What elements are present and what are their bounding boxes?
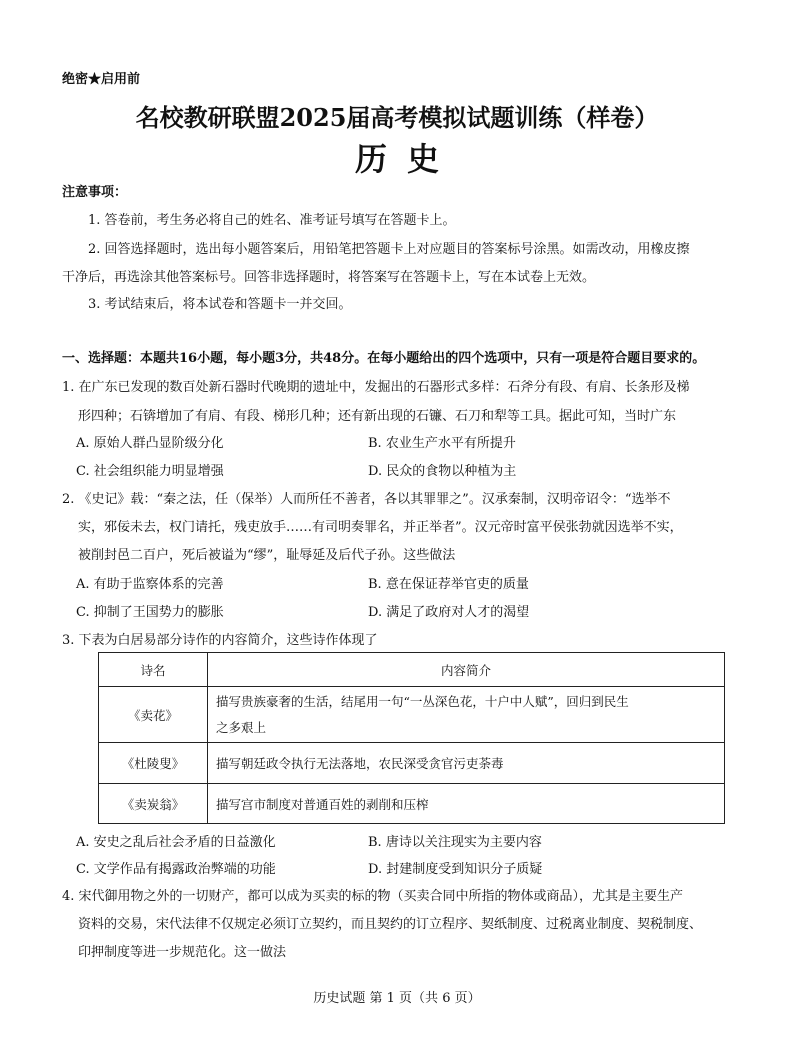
poem-desc-cell [208,687,725,743]
table-header-cell: 诗名 [99,653,208,687]
note-item: 2. 回答选择题时，选出每小题答案后，用铅笔把答题卡上对应题目的答案标号涂黑。如需改动，用橡皮擦 [88,242,690,257]
poem-name-cell: 《卖花》 [99,687,208,743]
poem-desc-cell: 描写宫市制度对普通百姓的剥削和压榨 [208,784,725,824]
q1-option-c: C. 社会组织能力明显增强 [76,464,224,479]
q2-option-d: D. 满足了政府对人才的渴望 [368,605,530,620]
poem-desc-cell: 描写朝廷政令执行无法落地，农民深受贪官污吏荼毒 [208,743,725,784]
table-row [99,784,725,824]
table-header-cell: 内容简介 [208,653,725,687]
note-item: 1. 答卷前，考生务必将自己的姓名、准考证号填写在答题卡上。 [88,213,456,228]
question-3-line: 3. 下表为白居易部分诗作的内容简介，这些诗作体现了 [62,633,378,648]
note-item: 3. 考试结束后，将本试卷和答题卡一并交回。 [88,297,352,312]
q1-option-a: A. 原始人群凸显阶级分化 [76,436,224,451]
question-2-line: 被削封邑二百户，死后被谥为“缪”，耻辱延及后代子孙。这些做法 [78,548,456,563]
question-1-line: 1. 在广东已发现的数百处新石器时代晚期的遗址中，发掘出的石器形式多样：石斧分有段、有肩、长条形及梯 [62,380,690,395]
poem-desc-line: 描写贵族豪奢的生活，结尾用一句“一丛深色花，十户中人赋”，回归到民生 [216,693,629,709]
page-footer: 历史试题 第 1 页（共 6 页） [313,991,481,1006]
question-4-line: 4. 宋代御用物之外的一切财产，都可以成为买卖的标的物（买卖合同中所指的物体或商品），尤其是主要生产 [62,889,684,904]
note-item: 干净后，再选涂其他答案标号。回答非选择题时，将答案写在答题卡上，写在本试卷上无效。 [62,270,596,285]
q3-option-c: C. 文学作品有揭露政治弊端的功能 [76,862,276,877]
q3-option-a: A. 安史之乱后社会矛盾的日益激化 [76,835,276,850]
subject-title: 历史 [354,140,459,178]
exam-title: 名校教研联盟2025届高考模拟试题训练（样卷） [135,103,659,132]
q3-option-d: D. 封建制度受到知识分子质疑 [368,862,543,877]
question-4-line: 印押制度等进一步规范化。这一做法 [78,945,287,960]
question-1-line: 形四种；石锛增加了有肩、有段、梯形几种；还有新出现的石镰、石刀和犁等工具。据此可知，当时广东 [78,409,677,424]
q3-option-b: B. 唐诗以关注现实为主要内容 [368,835,542,850]
notes-heading: 注意事项： [62,185,128,200]
q2-option-b: B. 意在保证荐举官吏的质量 [368,577,529,592]
table-header-row [99,653,725,687]
q1-option-d: D. 民众的食物以种植为主 [368,464,517,479]
q2-option-c: C. 抑制了王国势力的膨胀 [76,605,224,620]
table-row [99,743,725,784]
poem-name-cell: 《杜陵叟》 [99,743,208,784]
question-2-line: 实，邪佞未去，权门请托，残吏放手……有司明奏罪名，并正举者”。汉元帝时富平侯张勃就因选举不实， [78,520,683,535]
q1-option-b: B. 农业生产水平有所提升 [368,436,516,451]
question-2-line: 2. 《史记》载：“秦之法，任（保举）人而所任不善者，各以其罪罪之”。汉承秦制，汉明帝诏令：“选举不 [62,492,671,507]
section-heading: 一、选择题：本题共16小题，每小题3分，共48分。在每小题给出的四个选项中，只有一项是符合题目要求的。 [62,351,706,366]
poem-table [98,652,725,824]
question-4-line: 资料的交易，宋代法律不仅规定必须订立契约，而且契约的订立程序、契纸制度、过税离业制度、契税制度、 [78,917,703,932]
confidential-label: 绝密★启用前 [62,72,141,87]
poem-name-cell: 《卖炭翁》 [99,784,208,824]
table-row [99,687,725,743]
q2-option-a: A. 有助于监察体系的完善 [76,577,224,592]
poem-desc-line: 之多艰上 [216,719,267,735]
